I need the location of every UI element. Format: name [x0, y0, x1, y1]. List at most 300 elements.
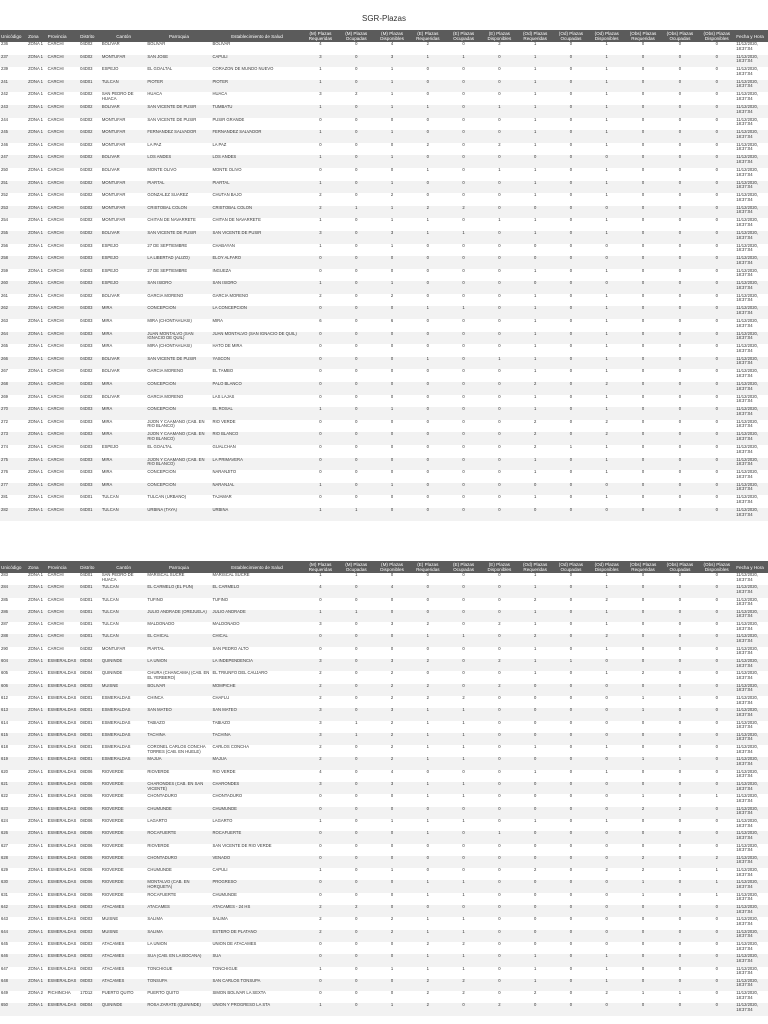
cell-zona: ZONA 1	[28, 892, 44, 897]
plazas-table-page-1	[0, 30, 768, 521]
cell-distrito: 08D06	[80, 831, 93, 836]
cell-obs-ocupadas: 0	[678, 831, 682, 836]
cell-provincia: CARCHI	[47, 507, 64, 512]
cell-canton: ESMERALDAS	[101, 757, 131, 762]
cell-e-ocupadas: 0	[462, 445, 465, 449]
cell-od-disponibles: 1	[605, 646, 608, 651]
table-row	[0, 1003, 768, 1015]
cell-m-ocupadas: 0	[355, 769, 358, 774]
cell-parroquia: CHUMUNDE	[147, 868, 172, 873]
cell-e-disponibles: 0	[498, 495, 501, 500]
cell-obs-disponibles: 0	[715, 818, 718, 823]
cell-e-ocupadas: 0	[462, 1003, 465, 1008]
cell-obs-requeridas: 1	[641, 794, 645, 799]
cell-unicodigo: 263	[1, 319, 8, 324]
cell-e-requeridas: 0	[426, 67, 429, 72]
cell-od-requeridas: 0	[533, 892, 537, 897]
cell-e-ocupadas: 1	[462, 745, 465, 750]
table-row	[0, 979, 768, 991]
cell-fecha-hora: 11/12/2020, 18:37:04	[736, 142, 759, 152]
cell-unicodigo: 270	[1, 407, 8, 412]
cell-m-requeridas: 0	[319, 634, 322, 639]
cell-obs-disponibles: 0	[715, 117, 718, 122]
cell-fecha-hora: 11/12/2020, 18:37:04	[736, 42, 759, 51]
cell-e-ocupadas: 2	[462, 205, 465, 210]
cell-establecimiento: SAN VICENTE DE RIO VERDE	[212, 843, 272, 848]
cell-establecimiento: LA CONCEPCION	[212, 306, 247, 311]
cell-fecha-hora: 11/12/2020, 18:37:04	[736, 720, 759, 730]
cell-obs-requeridas: 0	[641, 142, 645, 147]
cell-od-disponibles: 0	[605, 1003, 608, 1008]
cell-canton: MIRA	[101, 382, 113, 387]
cell-e-requeridas: 0	[426, 868, 429, 873]
cell-e-disponibles: 0	[498, 720, 501, 725]
cell-od-ocupadas: 0	[569, 843, 573, 848]
cell-unicodigo: 255	[1, 230, 8, 235]
cell-m-ocupadas: 0	[355, 419, 358, 424]
cell-od-disponibles: 0	[605, 794, 608, 799]
cell-e-requeridas: 0	[426, 419, 429, 424]
cell-od-requeridas: 1	[533, 319, 537, 324]
cell-od-disponibles: 0	[605, 757, 608, 762]
cell-establecimiento: NARANJAL	[212, 482, 235, 487]
cell-m-requeridas: 2	[319, 671, 322, 676]
cell-od-requeridas: 1	[533, 457, 537, 462]
cell-e-disponibles: 2	[498, 142, 501, 147]
cell-parroquia: SAN VICENTE DE PUSIR	[147, 104, 197, 109]
cell-obs-ocupadas: 0	[678, 205, 682, 210]
cell-obs-disponibles: 0	[715, 966, 718, 971]
cell-parroquia: PIARTAL	[147, 646, 165, 651]
cell-establecimiento: LAGARTO	[212, 818, 233, 823]
cell-fecha-hora: 11/12/2020, 18:37:04	[736, 683, 759, 693]
cell-m-requeridas: 0	[319, 369, 322, 374]
cell-m-ocupadas: 0	[355, 917, 358, 922]
cell-e-requeridas: 1	[426, 720, 429, 725]
cell-m-requeridas: 2	[319, 757, 322, 762]
cell-obs-disponibles: 0	[715, 394, 718, 399]
header-obs-disponibles: (Obs) Plazas Disponibles	[703, 562, 731, 572]
cell-od-requeridas: 0	[533, 806, 537, 811]
cell-e-requeridas: 0	[426, 382, 429, 387]
cell-m-requeridas: 0	[319, 331, 322, 336]
cell-m-requeridas: 2	[319, 929, 322, 934]
cell-parroquia: ATACAMES	[147, 905, 170, 910]
cell-establecimiento: LA PAZ	[212, 142, 227, 147]
cell-e-ocupadas: 0	[462, 155, 465, 160]
cell-od-ocupadas: 0	[569, 319, 573, 324]
table-row	[0, 647, 768, 659]
table-row	[0, 193, 768, 206]
cell-obs-ocupadas: 0	[678, 646, 682, 651]
table-row	[0, 745, 768, 757]
cell-m-disponibles: 1	[390, 281, 394, 286]
cell-e-ocupadas: 0	[462, 769, 465, 774]
table-row	[0, 831, 768, 843]
cell-e-disponibles: 2	[498, 683, 501, 688]
cell-m-disponibles: 0	[390, 356, 394, 361]
cell-canton: RIOVERDE	[101, 868, 124, 873]
cell-obs-ocupadas: 0	[678, 745, 682, 750]
cell-e-disponibles: 0	[498, 609, 501, 614]
cell-establecimiento: NARANJITO	[212, 470, 237, 475]
cell-fecha-hora: 11/12/2020, 18:37:04	[736, 155, 759, 164]
cell-e-ocupadas: 0	[462, 42, 465, 46]
cell-m-requeridas: 1	[319, 155, 322, 160]
cell-od-ocupadas: 0	[569, 419, 573, 424]
cell-e-ocupadas: 0	[462, 281, 465, 286]
cell-obs-disponibles: 0	[715, 193, 718, 198]
cell-od-disponibles: 1	[605, 356, 608, 361]
cell-e-requeridas: 0	[426, 117, 429, 122]
cell-od-requeridas: 1	[533, 622, 537, 627]
cell-establecimiento: MONTE OLIVO	[212, 167, 242, 172]
cell-e-disponibles: 0	[498, 782, 501, 787]
header-obs-requeridas: (Obs) Plazas Requeridas	[629, 31, 657, 41]
table-header-row	[0, 561, 768, 573]
cell-fecha-hora: 11/12/2020, 18:37:04	[736, 205, 759, 215]
cell-e-disponibles: 0	[498, 868, 501, 873]
header-provincia: Provincia	[47, 33, 67, 39]
cell-e-requeridas: 1	[426, 917, 429, 922]
cell-od-disponibles: 0	[605, 941, 608, 946]
cell-od-ocupadas: 0	[569, 905, 573, 910]
table-row	[0, 856, 768, 868]
cell-od-requeridas: 1	[533, 268, 537, 273]
cell-zona: ZONA 1	[28, 794, 44, 799]
cell-od-ocupadas: 0	[569, 831, 573, 836]
header-zona: Zona	[28, 33, 39, 39]
cell-od-disponibles: 1	[605, 306, 608, 311]
header-obs-disponibles: (Obs) Plazas Disponibles	[703, 31, 731, 41]
table-row	[0, 294, 768, 307]
cell-od-disponibles: 1	[605, 67, 608, 72]
cell-e-requeridas: 2	[426, 205, 429, 210]
cell-provincia: ESMERALDAS	[47, 843, 77, 848]
cell-zona: ZONA 1	[28, 622, 44, 627]
cell-e-disponibles: 0	[498, 507, 501, 512]
cell-m-disponibles: 0	[390, 978, 394, 983]
cell-parroquia: JIJON Y CAAMAÑO (CAB. EN RIO BLANCO)	[147, 432, 205, 441]
cell-e-ocupadas: 0	[462, 104, 465, 109]
cell-establecimiento: CHAFLU	[212, 695, 230, 700]
cell-m-disponibles: 0	[390, 470, 394, 475]
cell-fecha-hora: 11/12/2020, 18:37:04	[736, 507, 759, 517]
cell-m-ocupadas: 0	[355, 843, 358, 848]
cell-e-requeridas: 0	[426, 470, 429, 475]
cell-e-disponibles: 0	[498, 193, 501, 198]
cell-obs-requeridas: 0	[641, 54, 645, 59]
cell-zona: ZONA 1	[28, 218, 44, 223]
cell-e-ocupadas: 0	[462, 394, 465, 399]
cell-m-ocupadas: 0	[355, 806, 358, 811]
cell-distrito: 08D04	[80, 1003, 93, 1008]
cell-e-disponibles: 1	[498, 218, 501, 223]
cell-od-ocupadas: 0	[569, 54, 573, 59]
cell-m-requeridas: 0	[319, 646, 322, 651]
cell-obs-disponibles: 0	[715, 806, 718, 811]
cell-od-requeridas: 0	[533, 683, 537, 688]
cell-m-ocupadas: 0	[355, 941, 358, 946]
table-row	[0, 382, 768, 395]
header-canton: Cantón	[116, 564, 132, 570]
cell-m-ocupadas: 0	[355, 991, 358, 996]
cell-m-requeridas: 0	[319, 306, 322, 311]
cell-od-requeridas: 1	[533, 954, 537, 959]
cell-obs-requeridas: 1	[641, 757, 645, 762]
cell-establecimiento: TONCHIGUE	[212, 966, 238, 971]
cell-provincia: CARCHI	[47, 646, 64, 651]
cell-e-disponibles: 0	[498, 230, 501, 235]
cell-od-disponibles: 1	[605, 769, 608, 774]
cell-parroquia: PUERTO QUITO	[147, 991, 180, 996]
cell-establecimiento: EL ROSAL	[212, 407, 233, 412]
cell-obs-ocupadas: 1	[678, 868, 682, 873]
cell-e-disponibles: 0	[498, 419, 501, 424]
cell-e-disponibles: 0	[498, 855, 501, 860]
cell-parroquia: PIARTAL	[147, 180, 165, 185]
cell-obs-disponibles: 1	[715, 880, 718, 885]
cell-zona: ZONA 1	[28, 482, 44, 487]
cell-obs-ocupadas: 1	[678, 991, 682, 996]
table-row	[0, 733, 768, 745]
cell-zona: ZONA 1	[28, 243, 44, 248]
cell-canton: MONTUFAR	[101, 54, 126, 59]
header-distrito: Distrito	[80, 564, 95, 570]
cell-m-requeridas: 1	[319, 281, 322, 286]
cell-od-requeridas: 0	[533, 205, 537, 210]
cell-od-ocupadas: 0	[569, 331, 573, 336]
cell-e-disponibles: 0	[498, 806, 501, 811]
cell-unicodigo: 276	[1, 470, 8, 475]
table-row	[0, 708, 768, 720]
cell-e-disponibles: 0	[498, 732, 501, 737]
cell-obs-requeridas: 0	[641, 445, 645, 449]
header-e-ocupadas: (E) Plazas Ocupadas	[452, 562, 475, 572]
cell-canton: ATACAMES	[101, 978, 125, 983]
plazas-table-page-2	[0, 561, 768, 1016]
cell-e-ocupadas: 1	[462, 880, 465, 885]
cell-distrito: 08D06	[80, 843, 93, 848]
cell-zona: ZONA 1	[28, 130, 44, 135]
cell-e-ocupadas: 0	[462, 256, 465, 261]
cell-obs-ocupadas: 0	[678, 609, 682, 614]
cell-canton: BOLIVAR	[101, 369, 120, 374]
cell-e-ocupadas: 1	[462, 54, 465, 59]
cell-provincia: CARCHI	[47, 394, 64, 399]
cell-m-disponibles: 1	[390, 180, 394, 185]
table-row	[0, 610, 768, 622]
cell-e-disponibles: 0	[498, 256, 501, 261]
cell-od-requeridas: 1	[533, 978, 537, 983]
cell-e-requeridas: 1	[426, 634, 429, 639]
cell-provincia: ESMERALDAS	[47, 782, 77, 787]
cell-od-requeridas: 0	[533, 1003, 537, 1008]
cell-canton: TULCAN	[101, 585, 119, 590]
cell-m-ocupadas: 0	[355, 281, 358, 286]
cell-od-disponibles: 2	[605, 419, 608, 424]
cell-obs-ocupadas: 0	[678, 905, 682, 910]
cell-unicodigo: 626	[1, 831, 8, 836]
cell-unicodigo: 252	[1, 193, 8, 198]
cell-od-requeridas: 1	[533, 470, 537, 475]
cell-obs-disponibles: 0	[715, 757, 718, 762]
cell-canton: RIOVERDE	[101, 782, 124, 787]
cell-parroquia: BOLIVAR	[147, 42, 166, 46]
cell-provincia: ESMERALDAS	[47, 880, 77, 885]
cell-parroquia: SAN JOSE	[147, 54, 169, 59]
cell-obs-requeridas: 0	[641, 732, 645, 737]
cell-fecha-hora: 11/12/2020, 18:37:04	[736, 597, 759, 607]
cell-e-disponibles: 0	[498, 281, 501, 286]
cell-zona: ZONA 1	[28, 978, 44, 983]
cell-obs-ocupadas: 0	[678, 130, 682, 135]
cell-e-disponibles: 0	[498, 369, 501, 374]
cell-fecha-hora: 11/12/2020, 18:37:04	[736, 319, 759, 328]
header-provincia: Provincia	[47, 564, 67, 570]
cell-unicodigo: 286	[1, 609, 8, 614]
cell-provincia: CARCHI	[47, 79, 64, 84]
table-row	[0, 508, 768, 521]
cell-establecimiento: SAN CARLOS TONSUPA	[212, 978, 261, 983]
cell-unicodigo: 261	[1, 293, 8, 298]
cell-zona: ZONA 1	[28, 230, 44, 235]
cell-od-disponibles: 2	[605, 597, 608, 602]
cell-obs-requeridas: 0	[641, 155, 645, 160]
cell-od-ocupadas: 0	[569, 180, 573, 185]
cell-od-requeridas: 0	[533, 794, 537, 799]
cell-m-requeridas: 3	[319, 708, 322, 713]
table-row	[0, 181, 768, 194]
cell-od-ocupadas: 0	[569, 356, 573, 361]
cell-fecha-hora: 11/12/2020, 18:37:04	[736, 193, 759, 202]
cell-m-disponibles: 0	[390, 905, 394, 910]
cell-od-disponibles: 1	[605, 671, 608, 676]
cell-m-disponibles: 0	[390, 646, 394, 651]
cell-m-requeridas: 0	[319, 344, 322, 349]
cell-obs-disponibles: 0	[715, 917, 718, 922]
cell-distrito: 08D03	[80, 941, 93, 946]
cell-m-ocupadas: 0	[355, 319, 358, 324]
cell-parroquia: MONTE OLIVO	[147, 167, 177, 172]
cell-e-requeridas: 1	[426, 230, 429, 235]
cell-e-ocupadas: 1	[462, 818, 465, 823]
cell-fecha-hora: 11/12/2020, 18:37:04	[736, 892, 759, 902]
cell-e-ocupadas: 2	[462, 941, 465, 946]
cell-obs-ocupadas: 0	[678, 306, 682, 311]
cell-unicodigo: 266	[1, 356, 8, 361]
cell-fecha-hora: 11/12/2020, 18:37:04	[736, 382, 759, 391]
cell-od-ocupadas: 0	[569, 482, 573, 487]
cell-m-disponibles: 0	[390, 495, 394, 500]
cell-provincia: ESMERALDAS	[47, 831, 77, 836]
cell-establecimiento: LOS ANDES	[212, 155, 237, 160]
cell-m-requeridas: 0	[319, 470, 322, 475]
cell-od-disponibles: 1	[605, 585, 608, 590]
cell-od-disponibles: 1	[605, 180, 608, 185]
cell-parroquia: ROSA ZARATE (QUININDE)	[147, 1003, 201, 1008]
cell-m-ocupadas: 0	[355, 745, 358, 750]
cell-obs-disponibles: 0	[715, 42, 718, 46]
cell-provincia: CARCHI	[47, 585, 64, 590]
cell-provincia: ESMERALDAS	[47, 806, 77, 811]
cell-establecimiento: LA PRIMAVERA	[212, 457, 243, 462]
cell-provincia: CARCHI	[47, 92, 64, 97]
cell-establecimiento: CORAZON DE MUNDO NUEVO	[212, 67, 274, 72]
cell-zona: ZONA 1	[28, 180, 44, 185]
cell-obs-ocupadas: 0	[678, 218, 682, 223]
cell-e-requeridas: 0	[426, 855, 429, 860]
table-row	[0, 369, 768, 382]
cell-m-requeridas: 1	[319, 818, 322, 823]
cell-m-requeridas: 0	[319, 268, 322, 273]
cell-e-requeridas: 0	[426, 92, 429, 97]
cell-obs-ocupadas: 0	[678, 67, 682, 72]
cell-e-ocupadas: 0	[462, 344, 465, 349]
cell-distrito: 04D02	[80, 293, 93, 298]
header-obs-requeridas: (Obs) Plazas Requeridas	[629, 562, 657, 572]
cell-obs-requeridas: 0	[641, 843, 645, 848]
cell-m-disponibles: 0	[390, 457, 394, 462]
cell-distrito: 04D02	[80, 218, 93, 223]
cell-e-disponibles: 0	[498, 708, 501, 713]
cell-od-requeridas: 0	[533, 281, 537, 286]
cell-od-disponibles: 1	[605, 42, 608, 46]
cell-od-requeridas: 1	[533, 67, 537, 72]
cell-e-ocupadas: 1	[462, 708, 465, 713]
cell-od-requeridas: 2	[533, 634, 537, 639]
cell-m-disponibles: 0	[390, 794, 394, 799]
cell-obs-ocupadas: 0	[678, 769, 682, 774]
cell-canton: ATACAMES	[101, 966, 125, 971]
cell-canton: RIOVERDE	[101, 843, 124, 848]
cell-provincia: CARCHI	[47, 42, 64, 46]
cell-od-ocupadas: 0	[569, 597, 573, 602]
cell-e-requeridas: 2	[426, 42, 429, 46]
cell-od-disponibles: 1	[605, 394, 608, 399]
cell-od-ocupadas: 0	[569, 457, 573, 462]
cell-fecha-hora: 11/12/2020, 18:37:04	[736, 457, 759, 467]
cell-zona: ZONA 1	[28, 573, 44, 577]
cell-zona: ZONA 1	[28, 79, 44, 84]
cell-zona: ZONA 1	[28, 818, 44, 823]
cell-canton: MONTUFAR	[101, 117, 126, 122]
cell-canton: QUININDE	[101, 1003, 123, 1008]
cell-obs-requeridas: 0	[641, 432, 645, 437]
cell-establecimiento: FERNANDEZ SALVADOR	[212, 130, 262, 135]
cell-unicodigo: 287	[1, 622, 8, 627]
cell-e-disponibles: 0	[498, 929, 501, 934]
cell-m-requeridas: 1	[319, 407, 322, 412]
cell-obs-ocupadas: 0	[678, 193, 682, 198]
cell-canton: RIOVERDE	[101, 831, 124, 836]
cell-establecimiento: GUALCHAN	[212, 445, 236, 449]
cell-obs-requeridas: 0	[641, 369, 645, 374]
cell-zona: ZONA 1	[28, 769, 44, 774]
cell-canton: TULCAN	[101, 495, 119, 500]
cell-obs-requeridas: 0	[641, 495, 645, 500]
cell-zona: ZONA 1	[28, 609, 44, 614]
cell-parroquia: MAJUA	[147, 757, 162, 762]
cell-od-requeridas: 1	[533, 394, 537, 399]
cell-e-disponibles: 0	[498, 293, 501, 298]
cell-obs-requeridas: 0	[641, 683, 645, 688]
cell-od-ocupadas: 0	[569, 978, 573, 983]
header-unicodigo: Unicódigo	[1, 33, 22, 39]
cell-parroquia: GONZALEZ SUAREZ	[147, 193, 189, 198]
cell-m-disponibles: 3	[390, 622, 394, 627]
header-obs-ocupadas: (Obs) Plazas Ocupadas	[666, 562, 694, 572]
